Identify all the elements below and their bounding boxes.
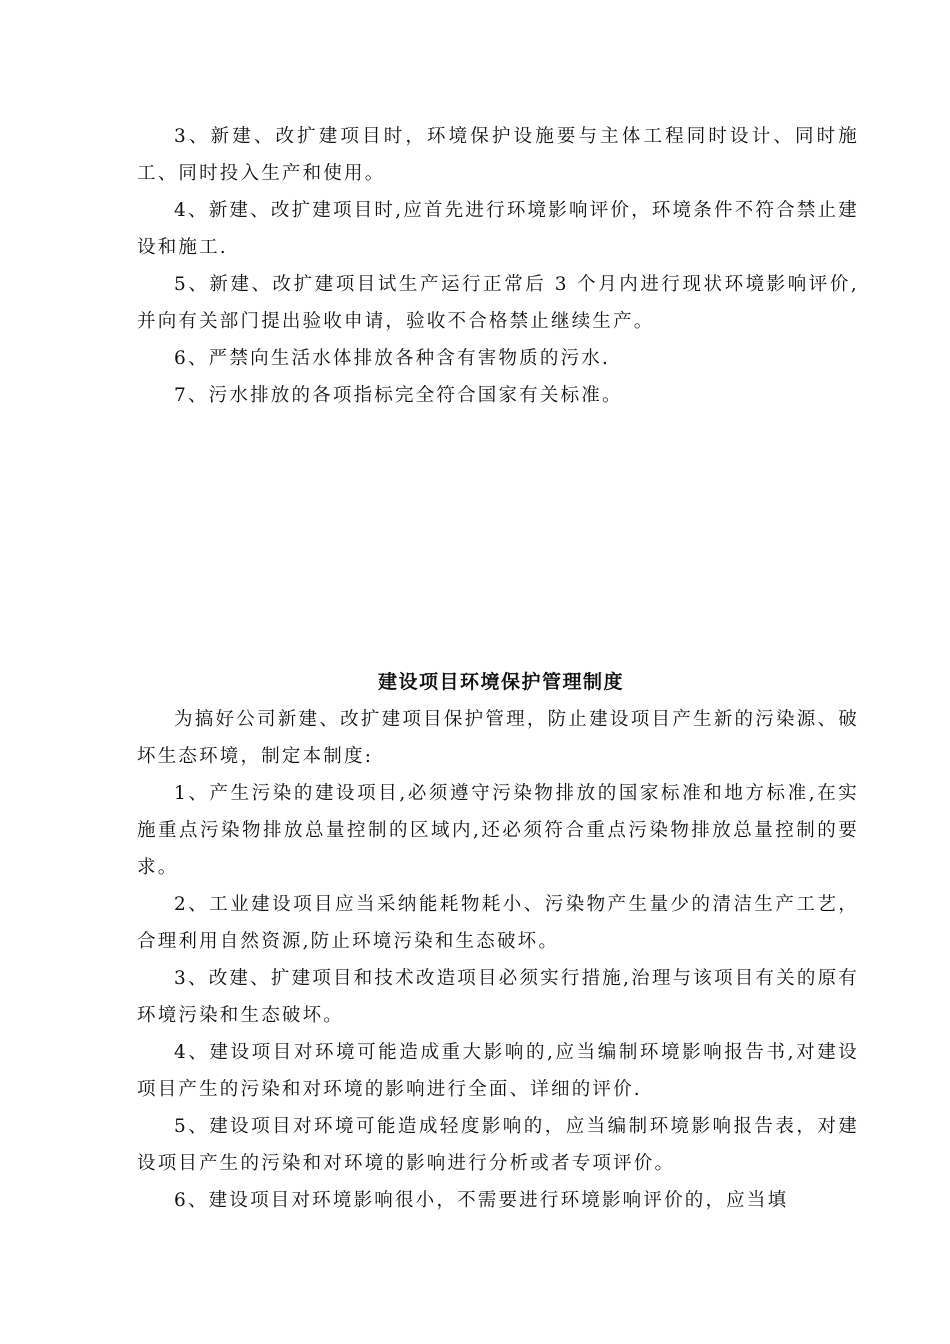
paragraph-rule-6: 6、严禁向生活水体排放各种含有害物质的污水. xyxy=(174,348,611,369)
paragraph-item-5: 5、建设项目对环境可能造成轻度影响的，应当编制环境影响报告表，对建设项目产生的污染和对环境的影响进行分析或者专项评价。 xyxy=(137,1116,859,1174)
paragraph-rule-4: 4、新建、改扩建项目时,应首先进行环境影响评价，环境条件不符合禁止建设和施工. xyxy=(137,200,859,258)
section-title: 建设项目环境保护管理制度 xyxy=(377,671,624,693)
section-previous-rules xyxy=(137,118,859,414)
paragraph-item-6: 6、建设项目对环境影响很小，不需要进行环境影响评价的，应当填 xyxy=(174,1190,789,1211)
paragraph-item-4: 4、建设项目对环境可能造成重大影响的,应当编制环境影响报告书,对建设项目产生的污染和对环境的影响进行全面、详细的评价. xyxy=(137,1042,859,1100)
paragraph-item-1: 1、产生污染的建设项目,必须遵守污染物排放的国家标准和地方标准,在实施重点污染物排放总量控制的区域内,还必须符合重点污染物排放总量控制的要求。 xyxy=(137,783,859,878)
section-construction-management xyxy=(137,664,859,1219)
paragraph-rule-3: 3、新建、改扩建项目时，环境保护设施要与主体工程同时设计、同时施工、同时投入生产和使用。 xyxy=(137,126,859,184)
paragraph-item-3: 3、改建、扩建项目和技术改造项目必须实行措施,治理与该项目有关的原有环境污染和生态破坏。 xyxy=(137,968,859,1026)
paragraph-rule-7: 7、污水排放的各项指标完全符合国家有关标准。 xyxy=(174,385,623,406)
paragraph-intro: 为搞好公司新建、改扩建项目保护管理，防止建设项目产生新的污染源、破坏生态环境，制定本制度: xyxy=(137,709,859,767)
paragraph-item-2: 2、工业建设项目应当采纳能耗物耗小、污染物产生量少的清洁生产工艺，合理利用自然资源,防止环境污染和生态破坏。 xyxy=(137,894,859,952)
paragraph-rule-5: 5、新建、改扩建项目试生产运行正常后 3 个月内进行现状环境影响评价,并向有关部门提出验收申请，验收不合格禁止继续生产。 xyxy=(137,274,859,332)
